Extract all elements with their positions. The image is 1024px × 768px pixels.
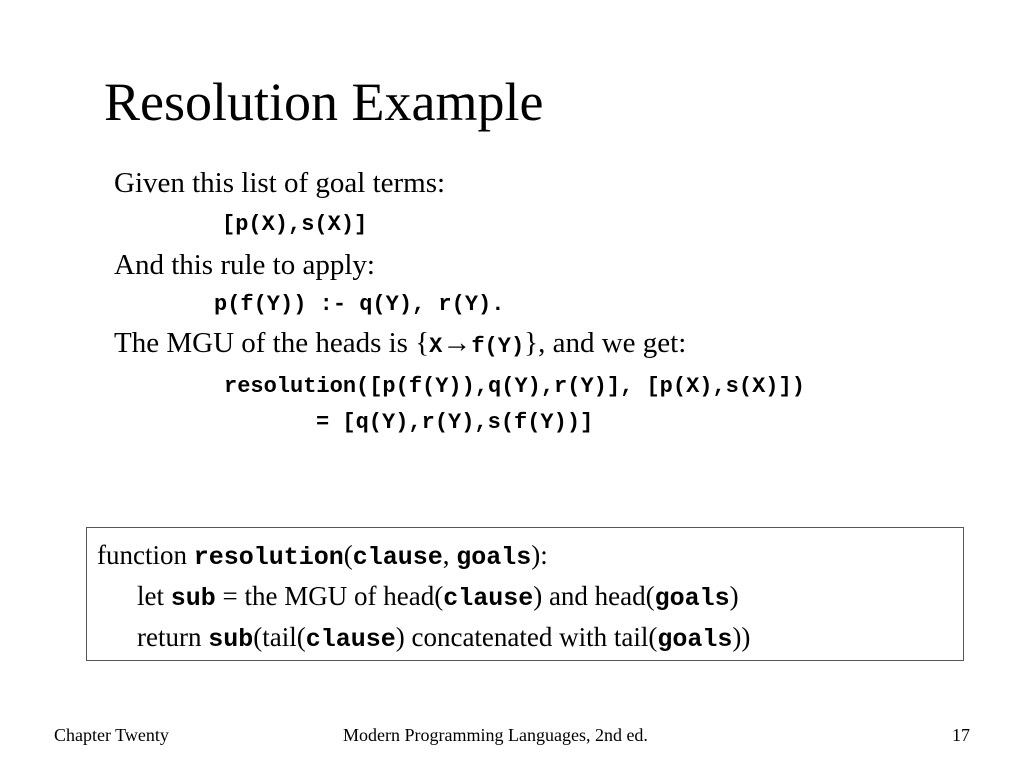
algorithm-line-function — [97, 539, 548, 574]
return-text-2: ) concatenated with tail( — [395, 622, 658, 652]
arg-goals-return: goals — [657, 625, 733, 654]
mgu-prefix: The MGU of the heads is { — [114, 327, 430, 359]
mgu-line — [114, 326, 686, 364]
resolution-result-code: = [q(Y),r(Y),s(f(Y))] — [316, 410, 594, 435]
param-goals: goals — [456, 543, 532, 572]
function-name: resolution — [193, 543, 344, 572]
return-text-1: (tail( — [253, 622, 306, 652]
keyword-let: let — [137, 581, 171, 611]
mgu-arrow-icon: → — [442, 327, 472, 359]
let-text-3: ) — [729, 581, 739, 611]
param-separator: , — [442, 540, 457, 570]
let-text-1: = the MGU of head( — [215, 581, 444, 611]
slide-title: Resolution Example — [104, 72, 544, 132]
arg-clause-return: clause — [305, 625, 396, 654]
and-rule-text: And this rule to apply: — [114, 249, 375, 281]
var-sub: sub — [170, 584, 216, 613]
param-clause: clause — [352, 543, 443, 572]
resolution-call-code: resolution([p(f(Y)),q(Y),r(Y)], [p(X),s(X)]) — [224, 374, 805, 399]
given-text: Given this list of goal terms: — [114, 167, 446, 199]
return-text-3: )) — [732, 622, 751, 652]
algorithm-line-return — [137, 621, 750, 656]
algorithm-box — [86, 527, 964, 661]
arg-clause: clause — [443, 584, 534, 613]
mgu-term-fy: f(Y) — [471, 334, 525, 359]
footer-book-title: Modern Programming Languages, 2nd ed. — [343, 725, 648, 745]
mgu-variable-x: X — [429, 334, 443, 359]
mgu-suffix: }, and we get: — [524, 327, 687, 359]
paren-open: ( — [343, 540, 353, 570]
var-sub-return: sub — [208, 625, 254, 654]
keyword-function: function — [97, 540, 194, 570]
footer-page-number: 17 — [952, 725, 970, 745]
algorithm-line-let — [137, 580, 739, 615]
rule-code: p(f(Y)) :- q(Y), r(Y). — [214, 292, 505, 317]
arg-goals: goals — [654, 584, 730, 613]
footer-chapter: Chapter Twenty — [54, 725, 169, 745]
goal-list-code: [p(X),s(X)] — [222, 212, 368, 237]
paren-close: ): — [531, 540, 548, 570]
keyword-return: return — [137, 622, 209, 652]
let-text-2: ) and head( — [533, 581, 655, 611]
